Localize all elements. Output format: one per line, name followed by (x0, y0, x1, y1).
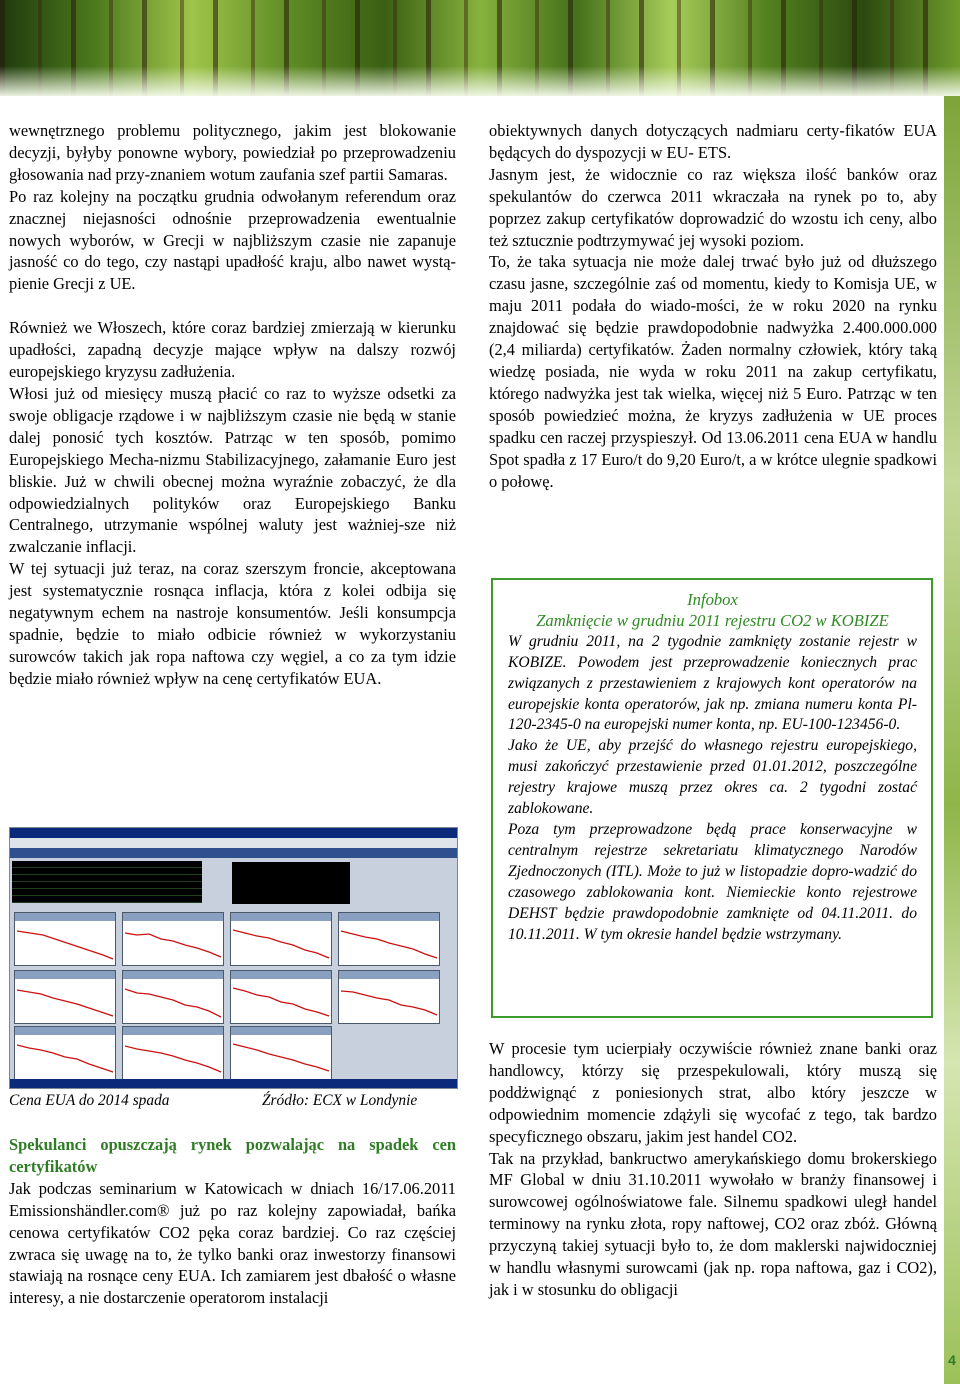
left-column (9, 120, 456, 690)
paragraph: wewnętrznego problemu politycznego, jakim jest blokowanie decyzji, byłyby ponowne wybory, powiedział po przeprowadzeniu głosowania nad przy-znaniem wotum zaufania szef partii Samaras. (9, 121, 456, 184)
section-heading: Spekulanci opuszczają rynek pozwalając na spadek cen certyfikatów (9, 1135, 456, 1176)
paragraph: W tej sytuacji już teraz, na coraz szerszym froncie, akceptowana jest systematycznie rosnąca inflacja, która z kolei odbija się negatywnym echem na nastroje konsumentów. Jeśli konsumpcja spadnie, będzie to miało odbicie również w wykorzystaniu surowców takich jak ropa naftowa czy węgiel, a co za tym idzie będzie miało również wpływ na cenę certyfikatów EUA. (9, 559, 456, 688)
trading-terminal-screenshot (9, 827, 458, 1089)
paragraph: Jak podczas seminarium w Katowicach w dniach 16/17.06.2011 Emissionshändler.com® już po raz kolejny zapowiadał, bańka cenowa certyfikatów CO2 pęka coraz bardziej. Co raz częściej zwraca się uwagę na to, że tylko banki oraz inwestorzy finansowi stawiają na rosnące ceny EUA. Ich zamiarem jest dbałość o własne interesy, a nie dostarczenie operatorom instalacji (9, 1178, 456, 1308)
paragraph: Po raz kolejny na początku grudnia odwołanym referendum oraz znacznej niejasności odnośnie przeprowadzenia ewentualnie nowych wyborów, w Grecji w najbliższym czasie nie zapanuje jasność co do tego, czy nastąpi upadłość kraju, albo nawet wystą-pienie Grecji z UE. (9, 186, 456, 294)
screenshot-quote-panel (232, 862, 350, 904)
screenshot-quote-list (12, 861, 202, 903)
forest-side-strip (944, 96, 960, 1384)
section-speculators (9, 1134, 456, 1309)
paragraph: Włosi już od miesięcy muszą płacić co raz to wyższe odsetki za swoje obligacje rządowe i w najbliższym czasie nie będą w stanie dalej ponosić tych kosztów. Patrząc w ten sposób, pomimo Europejskiego Mecha-nizmu Stabilizacyjnego, załamanie Euro jest bliskie. Już w chwili obecnej można wyraźnie zobaczyć, że dla odpowiedzialnych polityków oraz Europejskiego Banku Centralnego, utrzymanie wspólnej waluty jest ważniej-sze niż zwalczanie inflacji. (9, 383, 456, 557)
screenshot-menubar (10, 838, 457, 848)
paragraph: To, że taka sytuacja nie może dalej trwać było już od dłuższego czasu jasne, szczególnie zaś od momentu, kiedy to Komisja UE, w maju 2011 podała do wiado-mości, że w roku 2020 na rynku znajdować się będzie prawdopodobnie nadwyżka 2.400.000.000 (2,4 miliarda) certyfikatów. Żaden normalny człowiek, który taką wiedzę posiada, nie wyda w roku 2011 na zakup certyfikatu, którego nadwyżka jest tak wielka, więcej niż 5 Euro. Patrząc w ten sposób powiedzieć można, że kryzys zadłużenia w UE proces spadku cen raczej przyspieszył. Od 13.06.2011 cena EUA w handlu Spot spadła z 17 Euro/t do 9,20 Euro/t, a w krótce ulegnie spadkowi o połowę. (489, 252, 937, 491)
screenshot-chart (14, 1026, 116, 1080)
screenshot-chart (14, 970, 116, 1024)
screenshot-chart (338, 912, 440, 966)
screenshot-chart (122, 1026, 224, 1080)
screenshot-chart (230, 1026, 332, 1080)
paragraph: obiektywnych danych dotyczących nadmiaru certy-fikatów EUA będących do dyspozycji w EU- ETS. (489, 121, 937, 162)
paragraph: Jasnym jest, że widocznie co raz większa ilość banków oraz spekulantów do czerwca 2011 wkraczała na rynek po to, aby poprzez zakup certyfikatów doprowadzić do wzostu ich ceny, albo też sztucznie podtrzymywać jej wysoki poziom. (489, 164, 937, 250)
screenshot-chart (230, 912, 332, 966)
screenshot-chart (338, 970, 440, 1024)
screenshot-chart (122, 912, 224, 966)
figure-source: Źródło: ECX w Londynie (262, 1092, 418, 1109)
infobox (491, 578, 933, 1018)
forest-header-banner (0, 0, 960, 96)
screenshot-tabs (10, 848, 457, 858)
infobox-title: Zamknięcie w grudniu 2011 rejestru CO2 w KOBIZE (536, 611, 889, 631)
infobox-paragraph: W grudniu 2011, na 2 tygodnie zamknięty zostanie rejestr w KOBIZE. Powodem jest przeprowadzenie koniecznych prac związanych z przestawieniem z krajowych kont operatorów na europejskie konta operatorów, jak np. zmiana numeru konta Pl-120-2345-0 na europejski numer konta, np. EU-100-123456-0. (508, 632, 917, 734)
screenshot-titlebar (10, 828, 457, 838)
paragraph: Tak na przykład, bankructwo amerykańskiego domu brokerskiego MF Global w dniu 31.10.2011 wywołało w branży finansowej i surowcowej ogólnoświatowe fale. Silnemu spadkowi uległ handel terminowy na rynku złota, ropy naftowej, CO2 oraz zbóż. Główną przyczyną takiej sytuacji było to, że dom maklerski najwidoczniej w handlu własnymi surowcami (jak np. ropa naftowa, gaz i CO2), jak i w stosunku do obligacji (489, 1148, 937, 1299)
right-column (489, 120, 937, 492)
right-column-continued (489, 1038, 937, 1301)
screenshot-chart (14, 912, 116, 966)
page-number: 4 (948, 1352, 956, 1368)
screenshot-chart (122, 970, 224, 1024)
infobox-paragraph: Jako że UE, aby przejść do własnego rejestru europejskiego, musi zakończyć przestawienie przed 01.01.2012, poszczególne rejestry krajowe muszą przez okres ca. 2 tygodni zostać zablokowane. (508, 737, 917, 818)
figure-caption: Cena EUA do 2014 spada (9, 1092, 170, 1109)
infobox-paragraph: Poza tym przeprowadzone będą prace konserwacyjne w centralnym rejestrze sekretariatu klimatycznego Narodów Zjednoczonych (ITL). Może to już w listopadzie dopro-wadzić do czasowego zablokowania kont. Niemieckie konto rejestrowe DEHST będzie prawdopodobnie zamknięte od 04.11.2011. do 10.11.2011. W tym okresie handel będzie wstrzymany. (508, 820, 917, 943)
paragraph: Również we Włoszech, które coraz bardziej zmierzają w kierunku upadłości, zapadną decyzje mające wpływ na dalszy rozwój europejskiego kryzysu zadłużenia. (9, 318, 456, 382)
screenshot-chart (230, 970, 332, 1024)
infobox-label: Infobox (687, 590, 738, 609)
paragraph: W procesie tym ucierpiały oczywiście również znane banki oraz handlowcy, którzy się przespekulowali, który muszą się poddżwignąć z poniesionych strat, albo który jeszcze w odpowiednim momencie zdążyli się wycofać z tego, tak bardzo specyficznego obszaru, jakim jest handel CO2. (489, 1039, 937, 1146)
screenshot-taskbar (10, 1079, 457, 1088)
